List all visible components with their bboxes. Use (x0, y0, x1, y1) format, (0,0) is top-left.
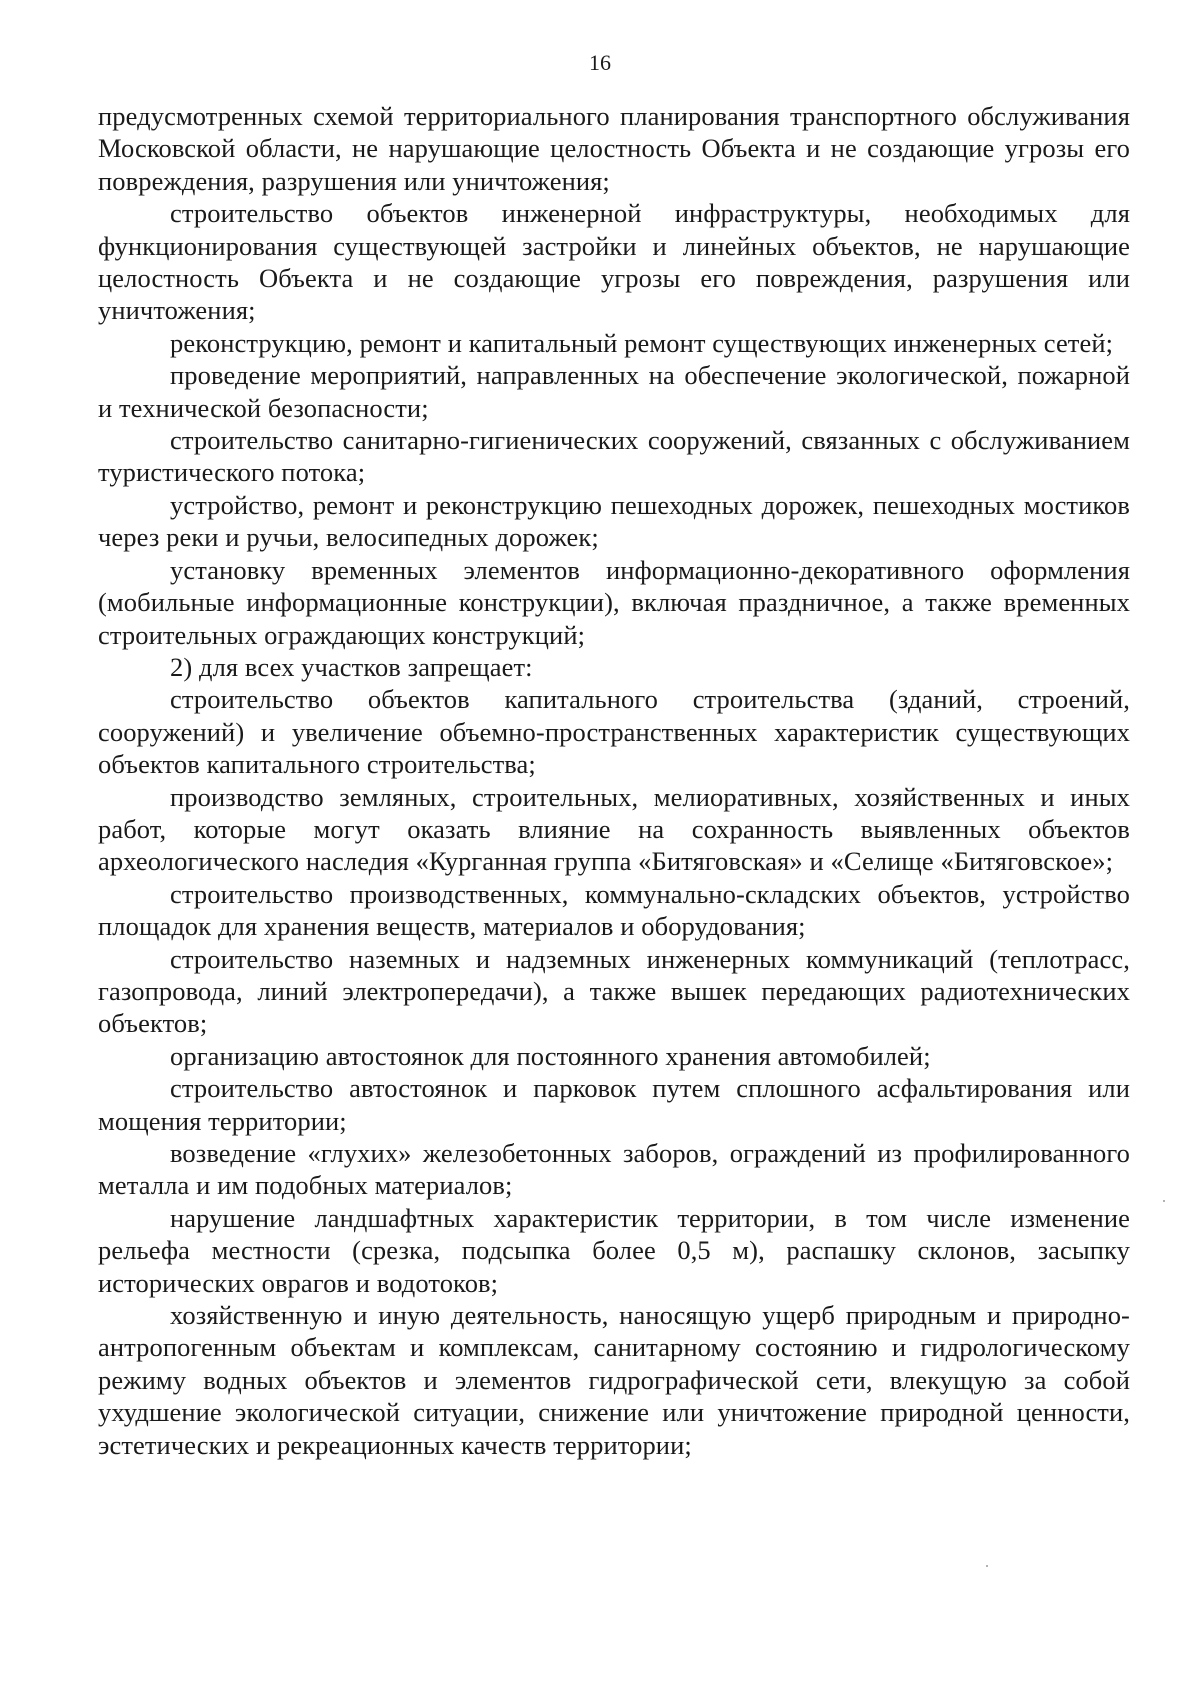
paragraph: строительство санитарно-гигиенических сооружений, связанных с обслуживанием туристического потока; (98, 425, 1130, 488)
paragraph: строительство производственных, коммунально-складских объектов, устройство площадок для хранения веществ, материалов и оборудования; (98, 878, 1130, 942)
paragraph: проведение мероприятий, направленных на обеспечение экологической, пожарной и технической безопасности; (98, 360, 1130, 423)
document-body (98, 100, 1130, 1461)
paragraph: нарушение ландшафтных характеристик территории, в том числе изменение рельефа местности (срезка, подсыпка более 0,5 м), распашку склонов, засыпку исторических оврагов и водотоков; (98, 1202, 1130, 1298)
page-number: 16 (589, 50, 611, 75)
scan-speck (986, 1565, 988, 1567)
paragraph: установку временных элементов информационно-декоративного оформления (мобильные информационные конструкции), включая праздничное, а также временных строительных ограждающих конструкций; (98, 554, 1130, 650)
paragraph: хозяйственную и иную деятельность, наносящую ущерб природным и природно-антропогенным объектам и комплексам, санитарному состоянию и гидрологическому режиму водных объектов и элементов гидрографической сети, влекущую за собой ухудшение экологической ситуации, снижение или уничтожение природной ценности, эстетических и рекреационных качеств территории; (98, 1300, 1130, 1460)
paragraph: строительство автостоянок и парковок путем сплошного асфальтирования или мощения территории; (98, 1073, 1130, 1136)
paragraph: строительство объектов инженерной инфраструктуры, необходимых для функционирования существующей застройки и линейных объектов, не нарушающие целостность Объекта и не создающие угрозы его повреждения, разрушения или уничтожения; (98, 198, 1130, 326)
paragraph: возведение «глухих» железобетонных заборов, ограждений из профилированного металла и им подобных материалов; (98, 1138, 1130, 1201)
paragraph: строительство наземных и надземных инженерных коммуникаций (теплотрасс, газопровода, линий электропередачи), а также вышек передающих радиотехнических объектов; (98, 943, 1130, 1039)
paragraph: устройство, ремонт и реконструкцию пешеходных дорожек, пешеходных мостиков через реки и ручьи, велосипедных дорожек; (98, 489, 1130, 553)
scan-speck (1163, 1200, 1165, 1202)
paragraph: реконструкцию, ремонт и капитальный ремонт существующих инженерных сетей; (170, 327, 1114, 358)
section-heading: 2) для всех участков запрещает: (170, 651, 533, 682)
paragraph: производство земляных, строительных, мелиоративных, хозяйственных и иных работ, которые могут оказать влияние на сохранность выявленных объектов археологического наследия «Курганная группа «Битяговская» и «Селище «Битяговское»; (98, 781, 1130, 877)
paragraph: организацию автостоянок для постоянного хранения автомобилей; (170, 1040, 931, 1071)
paragraph-continuation: предусмотренных схемой территориального планирования транспортного обслуживания Московской области, не нарушающие целостность Объекта и не создающие угрозы его повреждения, разрушения или уничтожения; (98, 101, 1130, 196)
paragraph: строительство объектов капитального строительства (зданий, строений, сооружений) и увеличение объемно-пространственных характеристик существующих объектов капитального строительства; (98, 684, 1130, 780)
